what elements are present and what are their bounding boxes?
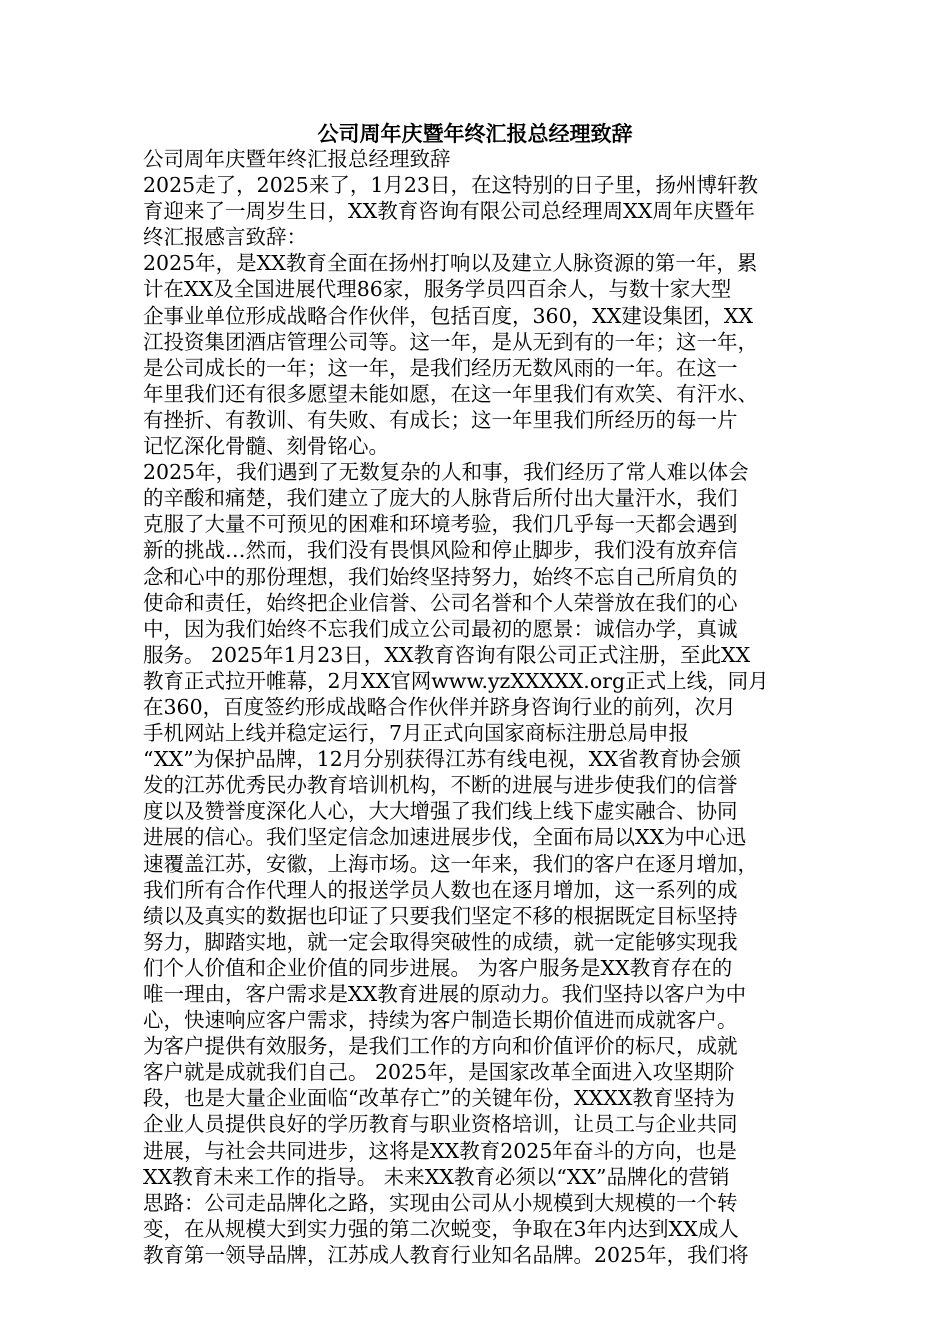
body-line: 发的江苏优秀民办教育培训机构，不断的进展与进步使我们的信誉 [143, 773, 738, 798]
body-line: 终汇报感言致辞： [143, 225, 307, 250]
body-line: 为客户提供有效服务，是我们工作的方向和价值评价的标尺，成就 [143, 1034, 738, 1059]
body-line: 的辛酸和痛楚，我们建立了庞大的人脉背后所付出大量汗水，我们 [143, 486, 738, 511]
body-line: 使命和责任，始终把企业信誉、公司名誉和个人荣誉放在我们的心 [143, 590, 738, 615]
body-line: 年里我们还有很多愿望未能如愿，在这一年里我们有欢笑、有汗水、 [143, 381, 758, 406]
body-line: 2025年，我们遇到了无数复杂的人和事，我们经历了常人难以体会 [143, 460, 749, 485]
body-line: 客户就是成就我们自己。 2025年，是国家改革全面进入攻坚期阶 [143, 1060, 735, 1085]
body-line: 教育第一领导品牌，江苏成人教育行业知名品牌。2025年，我们将 [143, 1242, 749, 1267]
body-line: “XX”为保护品牌，12月分别获得江苏有线电视，XX省教育协会颁 [143, 747, 741, 772]
body-line: 公司周年庆暨年终汇报总经理致辞 [143, 147, 451, 171]
body-line: 们个人价值和企业价值的同步进展。 为客户服务是XX教育存在的 [143, 955, 733, 980]
body-line: 心，快速响应客户需求，持续为客户制造长期价值进而成就客户。 [143, 1008, 738, 1033]
body-line: 中，因为我们始终不忘我们成立公司最初的愿景：诚信办学，真诚 [143, 616, 738, 641]
body-line: 唯一理由，客户需求是XX教育进展的原动力。我们坚持以客户为中 [143, 982, 747, 1006]
body-line: 思路：公司走品牌化之路，实现由公司从小规模到大规模的一个转 [143, 1190, 738, 1215]
body-line: 速覆盖江苏，安徽，上海市场。这一年来，我们的客户在逐月增加， [143, 851, 758, 876]
body-line: 育迎来了一周岁生日，XX教育咨询有限公司总经理周XX周年庆暨年 [143, 199, 755, 224]
body-line: 手机网站上线并稳定运行，7月正式向国家商标注册总局申报 [143, 721, 690, 746]
body-line: 进展的信心。我们坚定信念加速进展步伐，全面布局以XX为中心迅 [143, 825, 747, 850]
body-line: 新的挑战…然而，我们没有畏惧风险和停止脚步，我们没有放弃信 [143, 538, 738, 563]
document-title: 公司周年庆暨年终汇报总经理致辞 [317, 121, 633, 146]
body-line: 企业人员提供良好的学历教育与职业资格培训，让员工与企业共同 [143, 1112, 738, 1137]
body-line: 念和心中的那份理想，我们始终坚持努力，始终不忘自己所肩负的 [143, 564, 738, 589]
body-line: 度以及赞誉度深化人心，大大增强了我们线上线下虚实融合、协同 [143, 799, 738, 824]
body-line: 在360，百度签约形成战略合作伙伴并跻身咨询行业的前列，次月 [143, 694, 736, 719]
body-line: 我们所有合作代理人的报送学员人数也在逐月增加，这一系列的成 [143, 877, 738, 902]
body-line: 2025走了，2025来了，1月23日，在这特别的日子里，扬州博轩教 [143, 173, 758, 198]
body-line: 有挫折、有教训、有失败、有成长；这一年里我们所经历的每一片 [143, 407, 738, 432]
body-line: 计在XX及全国进展代理86家，服务学员四百余人，与数十家大型 [143, 277, 732, 302]
body-line: 2025年，是XX教育全面在扬州打响以及建立人脉资源的第一年，累 [143, 251, 758, 276]
body-line: 江投资集团酒店管理公司等。这一年，是从无到有的一年；这一年， [143, 329, 758, 354]
document-body [143, 146, 813, 1268]
body-line: 记忆深化骨髓、刻骨铭心。 [143, 434, 389, 459]
body-line: XX教育未来工作的指导。 未来XX教育必须以“XX”品牌化的营销 [143, 1164, 730, 1189]
body-line: 进展，与社会共同进步，这将是XX教育2025年奋斗的方向，也是 [143, 1138, 737, 1163]
body-line: 绩以及真实的数据也印证了只要我们坚定不移的根据既定目标坚持 [143, 903, 738, 928]
body-line: 努力，脚踏实地，就一定会取得突破性的成绩，就一定能够实现我 [143, 929, 738, 954]
body-line: 教育正式拉开帷幕，2月XX官网www.yzXXXXX.org正式上线，同月 [143, 668, 769, 693]
body-line: 变，在从规模大到实力强的第二次蜕变，争取在3年内达到XX成人 [143, 1216, 739, 1241]
body-line: 克服了大量不可预见的困难和环境考验，我们几乎每一天都会遇到 [143, 512, 738, 537]
body-line: 段，也是大量企业面临“改革存亡”的关键年份，XXXX教育坚持为 [143, 1086, 735, 1111]
body-line: 企事业单位形成战略合作伙伴，包括百度，360，XX建设集团，XX [143, 303, 754, 328]
body-line: 是公司成长的一年；这一年，是我们经历无数风雨的一年。在这一 [143, 355, 738, 380]
body-line: 服务。 2025年1月23日，XX教育咨询有限公司正式注册，至此XX [143, 642, 751, 667]
